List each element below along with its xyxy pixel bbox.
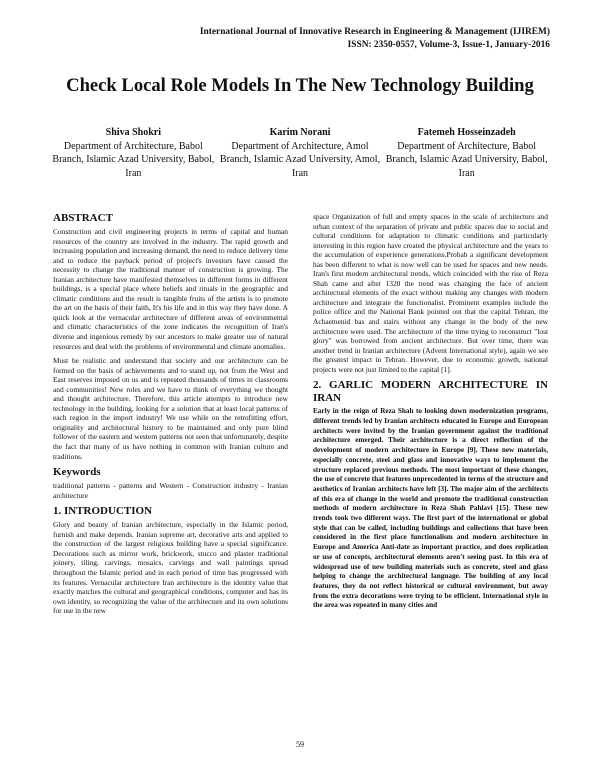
author-affiliation: Department of Architecture, Babol Branch, Islamic Azad University, Babol, Iran xyxy=(385,140,548,179)
journal-name: International Journal of Innovative Research in Engineering & Management (IJIREM) xyxy=(199,27,550,37)
keywords-text: traditional patterns - patterns and Western - Construction industry - Iranian architecture xyxy=(53,481,288,500)
abstract-paragraph-2: Must be realistic and understand that society and our architecture can be formed on the basis of achievements and to stand up, not from the West and East reserves imposed on us and is repeated thousands of times in classrooms and communities! New roles and we have to think of everything we thought and thought architecture. Therefore, this article attempts to introduce new technology in the building, looking for a solution that at least local patterns of each region in the import industry! We use while on the retrofitting effort, originality and architectural history to be maintained and only pure blind follower of the eastern and western patterns not seen that unfortunately, despite the fact that many of us have nothing in common with Iranian culture and traditions. xyxy=(53,356,288,461)
introduction-paragraph: Glory and beauty of Iranian architecture, especially in the Islamic period, furnish and make depends. Iranian supreme art, decorative arts and applied to the construction of the largest religious building have a special significance. Decorations such as mirror work, brickwork, stucco and plaster traditional joinery, tiling, carvings, mosaics, carvings and wall paintings spread throughout the Islamic period and in each period of time has progressed with its features. Vernacular architecture Iran architecture is the identity value that exactly matches the cultural and geographical conditions, computer and has its own identity, so recognizing the value of the architecture and its own solutions for use in the new xyxy=(53,520,288,616)
author-name: Karim Norani xyxy=(269,127,331,138)
author-3 xyxy=(383,126,550,180)
keywords-heading: Keywords xyxy=(53,466,101,479)
abstract-heading: ABSTRACT xyxy=(53,212,113,224)
introduction-heading: 1. INTRODUCTION xyxy=(53,505,153,518)
journal-header xyxy=(90,26,550,52)
paper-title: Check Local Role Models In The New Technology Building xyxy=(66,75,534,96)
abstract-paragraph-1: Construction and civil engineering projects in terms of capital and human resources of the country are involved in the industry. The rapid growth and increasing population and increasing demand, the need to reduce delivery time and to reduce the payback period of project's investors have caused the necessity to change the traditional manner of construction is growing. The Iranian architecture have manifested themselves in different forms in different buildings, is a special place where beliefs and rituals in the geographic and climatic conditions and the result is tangible fruits of the artists is to promote the art on the basis of their faith, It's his life and in this way they have done. A quick look at the vernacular architecture of different areas of environmental and climatic characteristics of the zone indicates the recognition of Iran's diverse and ingenious remedy by our ancestors to make greater use of natural resources and deal with the problems of environmental and climate anomalies. xyxy=(53,227,288,351)
author-name: Shiva Shokri xyxy=(105,127,161,138)
page-number: 59 xyxy=(296,740,304,749)
author-affiliation: Department of Architecture, Babol Branch, Islamic Azad University, Babol, Iran xyxy=(52,140,215,179)
author-1 xyxy=(50,126,217,180)
left-column xyxy=(53,212,288,621)
author-block xyxy=(50,126,550,180)
author-name: Fatemeh Hosseinzadeh xyxy=(417,127,516,138)
right-column xyxy=(313,212,548,616)
author-affiliation: Department of Architecture, Amol Branch, Islamic Azad University, Amol, Iran xyxy=(219,140,381,179)
journal-issn: ISSN: 2350-0557, Volume-3, Issue-1, January-2016 xyxy=(347,40,550,50)
section-2-paragraph: Early in the reign of Reza Shah to looking down modernization programs, different trends led by Iranian architects educated in Europe and European architects were invited by the Iranian government against the traditional architecture emerged. Their architecture is a direct reflection of the development of modern architecture in Europe [9]. These new materials, especially concrete, steel and glass and innovative ways to implement the structure replaced previous methods. The most important of these changes, the use of concrete that features unprecedented in terms of the structure and aesthetics of Iranian architects have left [3]. The major aim of the architects of this era of change in the world and promote the traditional construction methods of modern architecture in Reza Shah Pahlavi [15]. These new trends took two different ways. The first part of the international or global style that can be called, including buildings and collections that have been considered in the first place functionalism and modern architecture in Europe and America Anti-date as important practice, and does replication or use of concepts, architectural elements aren't seeing past. In this era of widespread use of new building materials such as concrete, steel and glass helping to change the architectural language. The building of any local features, they do not reflect historical or cultural environment, but away from the extra decorations were trying to be efficient. International style in the area was repeated in many cities and xyxy=(313,407,548,610)
section-2-heading: 2. GARLIC MODERN ARCHITECTURE IN IRAN xyxy=(313,379,548,405)
author-2 xyxy=(217,126,384,180)
continued-paragraph: space Organization of full and empty spaces in the scale of architecture and urban context of the separation of private and public spaces due to social and cultural conditions for adaptation to climatic conditions and particularly interesting in this region have created the physical architecture and the years to the accumulation of experience generations.Probab a significant development has been different to what is now well can be used for spaces and new needs. Iran's first modern architectural trends, which coincided with the rise of Reza Shah came and after 1320 the trend was changing the face of ancient architectural elements of the exact without making any changes with modern architecture and integrate the functionalist. Prominent examples include the police office and the National Bank pointed out that the capital Tehran, the Achaemenid bas and stairs without any change in the body of the new architecture were used. The architecture of the time trying to reconstruct "lost glory" was borrowed from ancient architecture. But over time, there was another trend in Iranian architecture (Advent International style), again we see the greatest impact in Tehran. However, due to economic growth, national projects were not just limited to the capital [1]. xyxy=(313,212,548,374)
